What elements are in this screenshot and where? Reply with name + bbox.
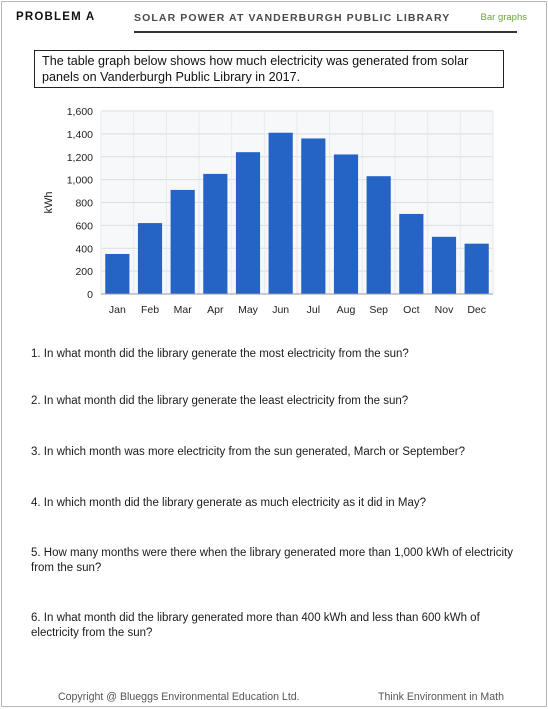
- category-tag: Bar graphs: [480, 12, 527, 23]
- question-6: 6. In what month did the library generated more than 400 kWh and less than 600 kWh of electricity from the sun?: [31, 612, 480, 639]
- y-tick-label: 800: [75, 197, 93, 210]
- bar-jan: [105, 254, 129, 294]
- footer-slogan: Think Environment in Math: [377, 691, 504, 703]
- x-tick-label: Oct: [403, 304, 420, 316]
- worksheet-page: [1, 1, 547, 707]
- question-2: 2. In what month did the library generate the least electricity from the sun?: [31, 395, 409, 407]
- question-1: 1. In what month did the library generate the most electricity from the sun?: [31, 348, 409, 360]
- x-tick-label: Apr: [207, 304, 224, 316]
- header-rule: [134, 31, 517, 33]
- y-tick-label: 1,000: [66, 174, 93, 187]
- y-tick-label: 600: [75, 220, 93, 233]
- y-tick-label: 0: [87, 289, 93, 301]
- x-tick-label: Jun: [272, 304, 290, 316]
- y-axis-label: kWh: [43, 191, 55, 214]
- y-tick-label: 200: [75, 266, 93, 279]
- bar-may: [236, 152, 260, 294]
- bar-apr: [203, 174, 227, 294]
- bar-dec: [465, 244, 489, 294]
- bar-aug: [334, 154, 358, 294]
- bar-jun: [269, 133, 293, 294]
- bar-chart: [32, 106, 502, 322]
- x-tick-label: Dec: [467, 304, 487, 316]
- x-tick-label: Sep: [369, 304, 389, 316]
- x-tick-label: Mar: [173, 304, 192, 316]
- bar-nov: [432, 237, 456, 294]
- bar-jul: [301, 138, 325, 294]
- x-tick-label: Jan: [108, 304, 126, 316]
- bar-mar: [171, 190, 195, 294]
- y-tick-label: 1,200: [66, 151, 93, 164]
- x-tick-label: May: [238, 304, 258, 316]
- footer-copyright: Copyright @ Blueggs Environmental Education Ltd.: [58, 691, 300, 703]
- bar-feb: [138, 223, 162, 294]
- bar-oct: [399, 214, 423, 294]
- x-tick-label: Aug: [336, 304, 356, 316]
- header: [2, 2, 546, 34]
- question-4: 4. In which month did the library generate as much electricity as it did in May?: [31, 497, 427, 509]
- question-3: 3. In which month was more electricity from the sun generated, March or September?: [31, 446, 466, 458]
- x-tick-label: Nov: [434, 304, 454, 316]
- x-tick-label: Jul: [306, 304, 321, 316]
- question-5: 5. How many months were there when the library generated more than 1,000 kWh of electricity from the sun?: [31, 547, 513, 574]
- y-tick-label: 1,600: [66, 106, 93, 118]
- problem-label: PROBLEM A: [16, 11, 96, 23]
- x-tick-label: Feb: [140, 304, 160, 316]
- intro-box: The table graph below shows how much electricity was generated from solar panels on Vanderburgh Public Library in 2017.: [34, 50, 504, 88]
- y-tick-label: 1,400: [66, 128, 93, 141]
- y-tick-label: 400: [75, 243, 93, 256]
- bar-sep: [367, 176, 391, 294]
- topic-title: SOLAR POWER AT VANDERBURGH PUBLIC LIBRARY: [134, 12, 451, 24]
